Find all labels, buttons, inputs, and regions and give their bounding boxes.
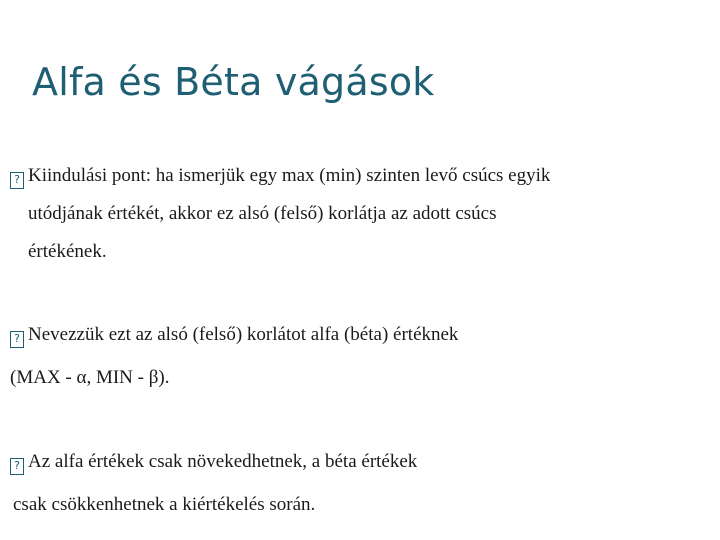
bullet-3-line-1 xyxy=(10,450,417,475)
bullet-1-text-1: Kiindulási pont: ha ismerjük egy max (min) szinten levő csúcs egyik xyxy=(28,165,551,186)
bullet-2-text-1: Nevezzük ezt az alsó (felső) korlátot alfa (béta) értéknek xyxy=(28,324,459,345)
bullet-3-text-1: Az alfa értékek csak növekedhetnek, a béta értékek xyxy=(28,451,418,472)
bullet-1-line-1 xyxy=(10,164,550,189)
slide-title: Alfa és Béta vágások xyxy=(32,60,435,104)
bullet-2-line-1 xyxy=(10,323,458,348)
bullet-3-line-2: csak csökkenhetnek a kiértékelés során. xyxy=(13,494,316,515)
bullet-1-line-2: utódjának értékét, akkor ez alsó (felső) korlátja az adott csúcs xyxy=(28,203,497,224)
bullet-2-line-2: (MAX - α, MIN - β). xyxy=(10,367,170,388)
bullet-1-line-3: értékének. xyxy=(28,241,107,262)
question-box-icon: ? xyxy=(10,331,24,348)
question-box-icon: ? xyxy=(10,458,24,475)
question-box-icon: ? xyxy=(10,172,24,189)
